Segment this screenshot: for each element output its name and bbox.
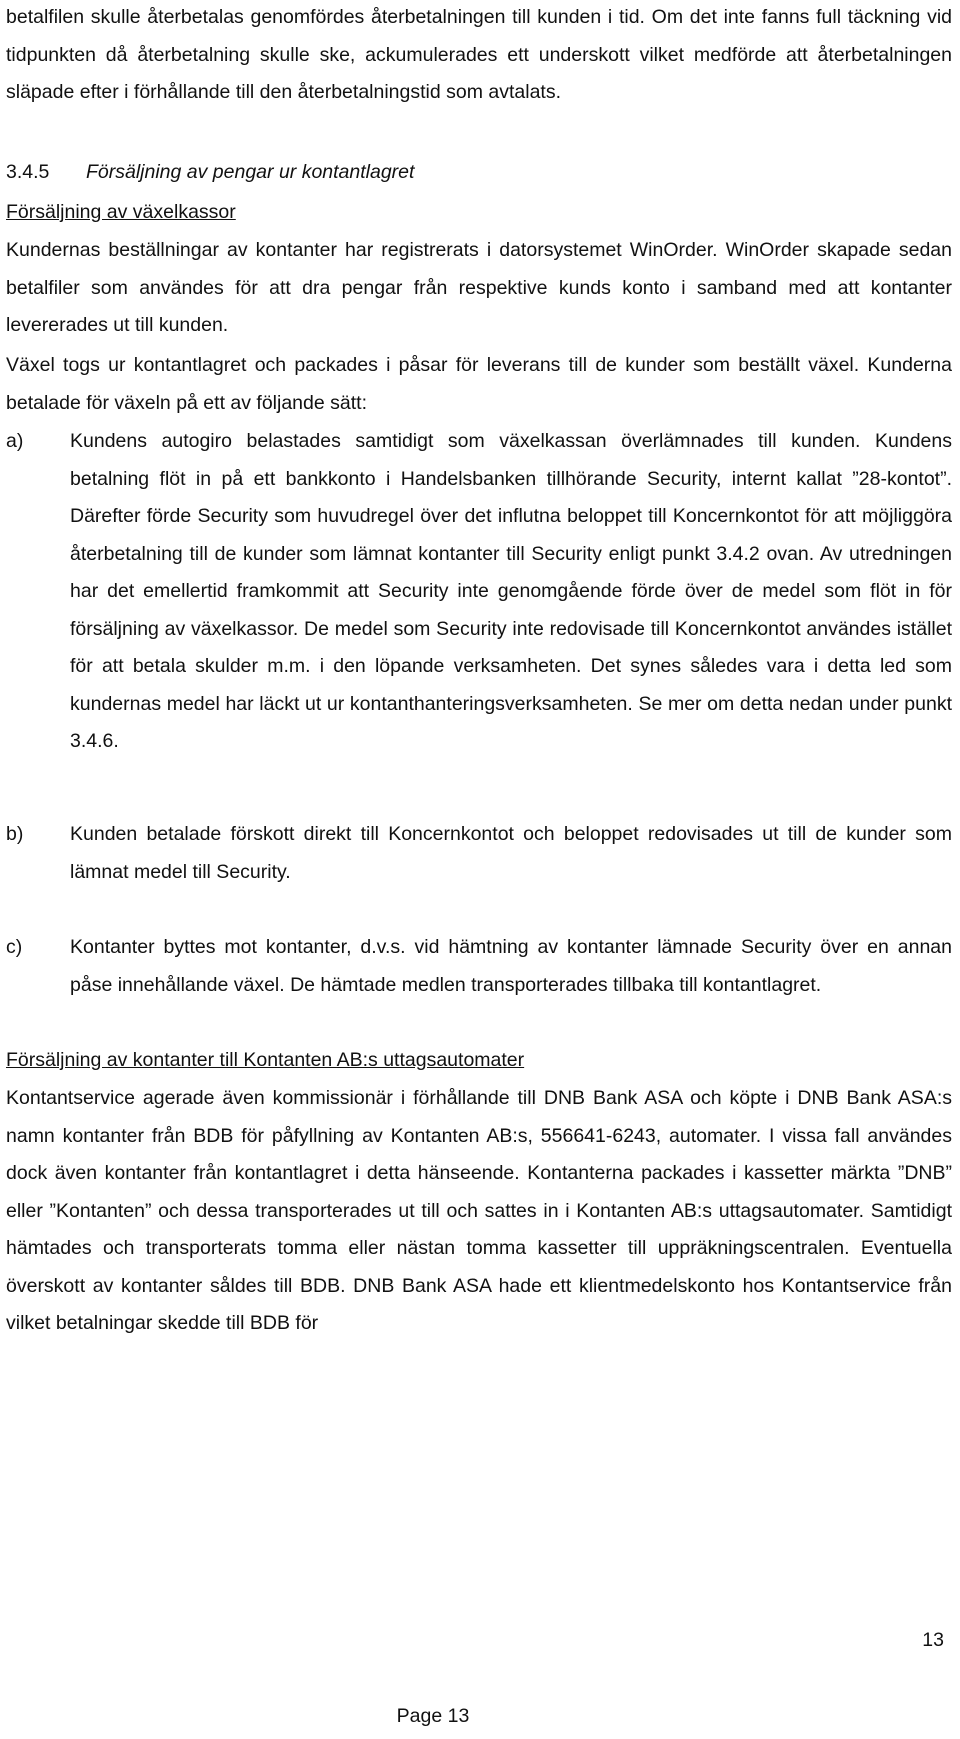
paragraph-text: Växel togs ur kontantlagret och packades i påsar för leverans till de kunder som beställt växel. Kunderna betalade för växeln på ett av följande sätt: <box>6 354 952 414</box>
page-number: 13 <box>922 1629 944 1651</box>
list-label: b) <box>6 823 24 845</box>
paragraph-vaxel <box>6 347 952 422</box>
subheading-text: Försäljning av kontanter till Kontanten AB:s uttagsautomater <box>6 1049 525 1071</box>
paragraph-text: betalfilen skulle återbetalas genomfördes återbetalningen till kunden i tid. Om det inte fanns full täckning vid tidpunkten då återbetalning skulle ske, ackumulerades ett underskott vilket medförde att återbetalningen släpade efter i förhållande till den återbetalningstid som avtalats. <box>6 6 952 103</box>
list-text: Kunden betalade förskott direkt till Koncernkontot och beloppet redovisades ut till de kunder som lämnat medel till Security. <box>70 823 952 883</box>
paragraph-winorder <box>6 232 952 345</box>
paragraph-kontantservice <box>6 1080 952 1343</box>
page-label: Page 13 <box>396 1705 470 1727</box>
paragraph-text: Kundernas beställningar av kontanter har registrerats i datorsystemet WinOrder. WinOrder skapade sedan betalfiler som användes för att dra pengar från respektive kunds konto i samband med att kontanter levererades ut till kunden. <box>6 239 952 336</box>
list-item-c <box>6 929 952 1004</box>
list-text: Kontanter byttes mot kontanter, d.v.s. vid hämtning av kontanter lämnade Security över en annan påse innehållande växel. De hämtade medlen transporterades tillbaka till kontantlagret. <box>70 936 952 996</box>
section-title: Försäljning av pengar ur kontantlagret <box>86 161 415 183</box>
list-text: Kundens autogiro belastades samtidigt som växelkassan överlämnades till kunden. Kundens betalning flöt in på ett bankkonto i Handelsbanken tillhörande Security, internt kallat ”28-kontot”. Därefter förde Security som huvudregel över det influtna beloppet till Koncernkontot för att möjliggöra återbetalning till de kunder som lämnat kontanter till Security enligt punkt 3.4.2 ovan. Av utredningen har det emellertid framkommit att Security inte genomgående förde över de medel som flöt in för försäljning av växelkassor. De medel som Security inte redovisade till Koncernkontot användes istället för att betala skulder m.m. i den löpande verksamheten. Det synes således vara i detta led som kundernas medel har läckt ut ur kontanthanteringsverksamheten. Se mer om detta nedan under punkt 3.4.6. <box>70 430 952 752</box>
list-label: c) <box>6 936 23 958</box>
list-item-b <box>6 816 952 891</box>
list-item-a <box>6 423 952 761</box>
section-heading <box>6 154 952 192</box>
paragraph-text: Kontantservice agerade även kommissionär i förhållande till DNB Bank ASA och köpte i DNB Bank ASA:s namn kontanter från BDB för påfyllning av Kontanten AB:s, 556641-6243, automater. I vissa fall användes dock även kontanter från kontantlagret i detta hänseende. Kontanterna packades i kassetter märkta ”DNB” eller ”Kontanten” och dessa transporterades ut till och sattes in i Kontanten AB:s uttagsautomater. Samtidigt hämtades och transporterats tomma eller nästan tomma kassetter till uppräkningscentralen. Eventuella överskott av kontanter såldes till BDB. DNB Bank ASA hade ett klientmedelskonto hos Kontantservice från vilket betalningar skedde till BDB för <box>6 1087 952 1334</box>
subheading-text: Försäljning av växelkassor <box>6 201 236 223</box>
paragraph-intro <box>6 0 952 112</box>
subheading-uttagsautomater <box>6 1042 952 1080</box>
subheading-vaxelkassor <box>6 194 952 232</box>
list-label: a) <box>6 430 24 452</box>
section-number: 3.4.5 <box>6 161 50 183</box>
